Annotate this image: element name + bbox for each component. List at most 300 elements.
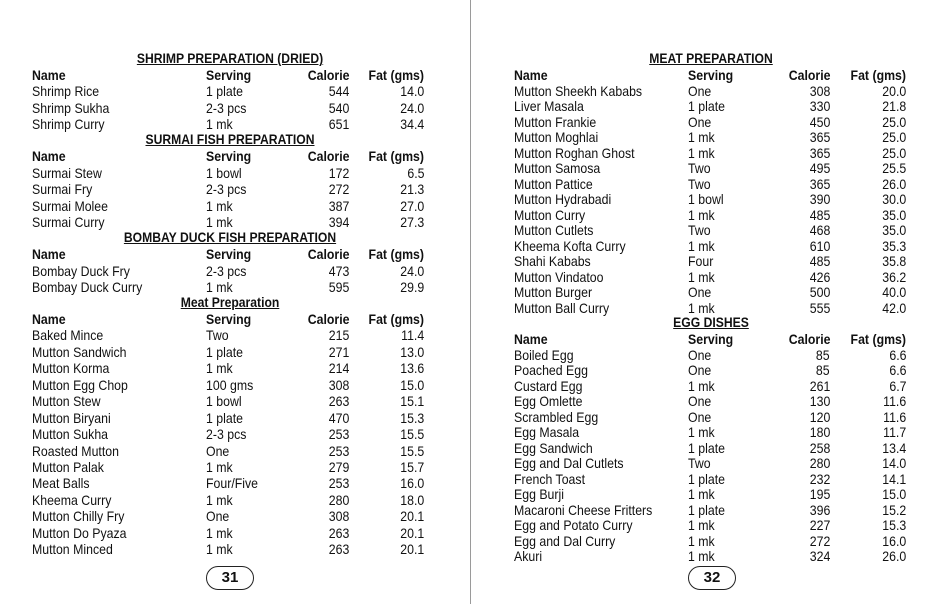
item-serving: 1 mk bbox=[206, 214, 233, 231]
item-calorie: 272 bbox=[809, 532, 830, 549]
table-row bbox=[471, 378, 942, 394]
item-calorie: 85 bbox=[816, 362, 830, 378]
table-row bbox=[0, 344, 470, 360]
item-serving: 1 mk bbox=[206, 458, 233, 475]
column-header: Fat (gms) bbox=[850, 331, 906, 347]
table-header-row bbox=[0, 246, 470, 262]
item-fat: 6.6 bbox=[888, 362, 906, 378]
table-row bbox=[0, 508, 470, 524]
item-calorie: 387 bbox=[328, 197, 349, 214]
item-serving: 1 mk bbox=[688, 486, 715, 502]
item-calorie: 308 bbox=[328, 376, 349, 393]
item-fat: 15.1 bbox=[400, 393, 424, 410]
item-fat: 35.3 bbox=[882, 237, 906, 254]
table-row bbox=[0, 165, 470, 181]
item-serving: One bbox=[688, 284, 712, 300]
table-row bbox=[471, 98, 942, 114]
table-row bbox=[0, 360, 470, 376]
item-name: Shahi Kababs bbox=[514, 253, 591, 269]
item-calorie: 263 bbox=[328, 541, 349, 558]
item-serving: 1 mk bbox=[688, 299, 715, 316]
item-name: Mutton Sandwich bbox=[32, 343, 127, 360]
item-calorie: 172 bbox=[328, 164, 349, 181]
item-fat: 13.6 bbox=[400, 360, 424, 377]
table-row bbox=[471, 502, 942, 518]
item-calorie: 540 bbox=[328, 99, 349, 116]
item-serving: 2-3 pcs bbox=[206, 181, 247, 198]
item-serving: One bbox=[688, 393, 712, 409]
table-row bbox=[0, 214, 470, 230]
item-serving: 1 mk bbox=[206, 541, 233, 558]
item-name: Kheema Kofta Curry bbox=[514, 237, 626, 254]
table-header-row bbox=[0, 67, 470, 83]
table-row bbox=[471, 129, 942, 145]
item-name: Egg Sandwich bbox=[514, 439, 593, 456]
item-name: Akuri bbox=[514, 548, 543, 564]
item-name: Shrimp Sukha bbox=[32, 99, 110, 116]
table-header-row bbox=[471, 67, 942, 83]
item-serving: 1 mk bbox=[688, 548, 715, 564]
item-calorie: 544 bbox=[328, 83, 349, 100]
item-fat: 18.0 bbox=[400, 491, 424, 508]
item-name: Mutton Pattice bbox=[514, 175, 593, 192]
item-calorie: 468 bbox=[809, 222, 830, 238]
item-serving: 100 gms bbox=[206, 376, 254, 393]
item-fat: 30.0 bbox=[882, 191, 906, 207]
column-header: Serving bbox=[206, 67, 252, 83]
item-fat: 15.3 bbox=[400, 409, 424, 426]
item-name: Mutton Palak bbox=[32, 458, 104, 475]
table-row bbox=[0, 541, 470, 557]
item-serving: 1 mk bbox=[206, 524, 233, 541]
item-calorie: 272 bbox=[328, 181, 349, 198]
item-serving: 2-3 pcs bbox=[206, 99, 247, 116]
table-row bbox=[0, 279, 470, 295]
column-header: Fat (gms) bbox=[368, 246, 424, 263]
item-calorie: 308 bbox=[328, 508, 349, 525]
item-name: Mutton Burger bbox=[514, 284, 593, 300]
item-serving: 1 bowl bbox=[688, 191, 724, 207]
table-header-row bbox=[0, 311, 470, 327]
table-row bbox=[471, 455, 942, 471]
item-name: Baked Mince bbox=[32, 327, 104, 344]
item-fat: 15.0 bbox=[882, 486, 906, 502]
item-serving: 1 plate bbox=[688, 98, 726, 114]
item-serving: 1 mk bbox=[688, 268, 715, 285]
item-name: Surmai Curry bbox=[32, 214, 105, 231]
table-row bbox=[0, 459, 470, 475]
column-header: Calorie bbox=[788, 331, 830, 347]
item-serving: 1 mk bbox=[688, 424, 715, 440]
item-fat: 11.6 bbox=[882, 393, 906, 409]
column-header: Name bbox=[32, 67, 66, 83]
item-calorie: 495 bbox=[809, 160, 830, 176]
table-row bbox=[0, 426, 470, 442]
item-name: Boiled Egg bbox=[514, 346, 574, 363]
item-name: Egg and Dal Curry bbox=[514, 532, 616, 549]
item-fat: 14.1 bbox=[882, 470, 906, 487]
table-row bbox=[0, 410, 470, 426]
item-calorie: 280 bbox=[809, 455, 830, 471]
item-calorie: 595 bbox=[328, 278, 349, 295]
item-calorie: 324 bbox=[809, 548, 830, 564]
column-header: Fat (gms) bbox=[368, 148, 424, 165]
item-fat: 25.0 bbox=[882, 113, 906, 130]
item-name: Mutton Korma bbox=[32, 360, 110, 377]
item-name: Egg and Potato Curry bbox=[514, 517, 633, 533]
table-row bbox=[0, 327, 470, 343]
table-row bbox=[471, 548, 942, 564]
item-serving: Two bbox=[688, 160, 711, 176]
table-row bbox=[471, 424, 942, 440]
item-name: Egg Burji bbox=[514, 486, 564, 502]
column-header: Serving bbox=[688, 67, 734, 83]
item-name: Surmai Fry bbox=[32, 181, 93, 198]
table-row bbox=[471, 362, 942, 378]
table-row bbox=[471, 238, 942, 254]
item-fat: 15.5 bbox=[400, 426, 424, 443]
item-name: Shrimp Rice bbox=[32, 83, 100, 100]
item-serving: One bbox=[688, 346, 712, 363]
item-fat: 42.0 bbox=[882, 299, 906, 316]
item-fat: 20.1 bbox=[400, 508, 424, 525]
table-row bbox=[471, 222, 942, 238]
item-name: Mutton Egg Chop bbox=[32, 376, 128, 393]
item-serving: 1 plate bbox=[688, 501, 726, 518]
item-fat: 40.0 bbox=[882, 284, 906, 300]
item-name: Mutton Hydrabadi bbox=[514, 191, 612, 207]
item-calorie: 253 bbox=[328, 442, 349, 459]
item-fat: 25.5 bbox=[882, 160, 906, 176]
column-header: Serving bbox=[688, 331, 734, 347]
item-name: Mutton Samosa bbox=[514, 160, 601, 176]
item-calorie: 130 bbox=[809, 393, 830, 409]
column-header: Name bbox=[32, 148, 66, 165]
table-row bbox=[0, 393, 470, 409]
item-name: Mutton Sukha bbox=[32, 426, 109, 443]
item-name: Poached Egg bbox=[514, 362, 588, 378]
table-row bbox=[471, 114, 942, 130]
item-name: Egg Omlette bbox=[514, 393, 583, 409]
table-row bbox=[0, 100, 470, 116]
item-serving: 1 mk bbox=[688, 532, 715, 549]
item-serving: 1 plate bbox=[688, 439, 726, 456]
table-row bbox=[0, 181, 470, 197]
item-fat: 6.5 bbox=[406, 164, 424, 181]
item-name: Mutton Minced bbox=[32, 541, 113, 558]
item-calorie: 308 bbox=[809, 82, 830, 99]
item-serving: 1 mk bbox=[688, 517, 715, 533]
item-fat: 25.0 bbox=[882, 129, 906, 145]
item-serving: 1 plate bbox=[206, 83, 244, 100]
table-row bbox=[471, 393, 942, 409]
item-fat: 13.0 bbox=[400, 343, 424, 360]
item-calorie: 473 bbox=[328, 262, 349, 279]
table-row bbox=[471, 253, 942, 269]
item-serving: One bbox=[206, 508, 230, 525]
table-row bbox=[471, 533, 942, 549]
item-name: Mutton Cutlets bbox=[514, 222, 594, 238]
item-fat: 36.2 bbox=[882, 268, 906, 285]
item-serving: Two bbox=[206, 327, 229, 344]
table-row bbox=[471, 160, 942, 176]
item-calorie: 120 bbox=[809, 408, 830, 425]
table-row bbox=[471, 207, 942, 223]
item-serving: 1 mk bbox=[206, 360, 233, 377]
item-serving: 1 plate bbox=[206, 343, 244, 360]
item-calorie: 180 bbox=[809, 424, 830, 440]
item-serving: 1 mk bbox=[206, 278, 233, 295]
table-row bbox=[0, 492, 470, 508]
item-fat: 27.3 bbox=[400, 214, 424, 231]
table-row bbox=[471, 300, 942, 316]
item-calorie: 485 bbox=[809, 206, 830, 223]
item-fat: 35.0 bbox=[882, 206, 906, 223]
item-name: French Toast bbox=[514, 470, 585, 487]
item-serving: 1 mk bbox=[688, 377, 715, 394]
item-calorie: 280 bbox=[328, 491, 349, 508]
column-header: Calorie bbox=[788, 67, 830, 83]
item-fat: 11.6 bbox=[882, 408, 906, 425]
item-name: Macaroni Cheese Fritters bbox=[514, 501, 653, 518]
table-row bbox=[471, 83, 942, 99]
item-name: Custard Egg bbox=[514, 377, 583, 394]
item-calorie: 195 bbox=[809, 486, 830, 502]
item-calorie: 271 bbox=[328, 343, 349, 360]
item-serving: One bbox=[688, 408, 712, 425]
item-serving: 1 bowl bbox=[206, 164, 242, 181]
page-number: 31 bbox=[206, 566, 254, 590]
table-row bbox=[471, 517, 942, 533]
item-serving: 1 mk bbox=[688, 129, 715, 145]
item-serving: 1 plate bbox=[688, 470, 726, 487]
item-fat: 6.6 bbox=[888, 346, 906, 363]
item-serving: 1 plate bbox=[206, 409, 244, 426]
item-serving: 1 mk bbox=[206, 116, 233, 133]
item-serving: 2-3 pcs bbox=[206, 262, 247, 279]
item-calorie: 279 bbox=[328, 458, 349, 475]
item-calorie: 232 bbox=[809, 470, 830, 487]
table-row bbox=[0, 83, 470, 99]
section-title: EGG DISHES bbox=[673, 315, 749, 330]
table-row bbox=[471, 440, 942, 456]
item-calorie: 227 bbox=[809, 517, 830, 533]
item-serving: 1 mk bbox=[688, 144, 715, 161]
item-serving: Two bbox=[688, 222, 711, 238]
item-name: Mutton Moghlai bbox=[514, 129, 599, 145]
page-number: 32 bbox=[688, 566, 736, 590]
item-serving: 1 bowl bbox=[206, 393, 242, 410]
item-calorie: 390 bbox=[809, 191, 830, 207]
item-calorie: 263 bbox=[328, 393, 349, 410]
item-name: Mutton Vindatoo bbox=[514, 268, 604, 285]
item-name: Bombay Duck Fry bbox=[32, 262, 130, 279]
item-serving: 2-3 pcs bbox=[206, 426, 247, 443]
item-calorie: 330 bbox=[809, 98, 830, 114]
table-row bbox=[471, 269, 942, 285]
item-fat: 14.0 bbox=[882, 455, 906, 471]
item-calorie: 214 bbox=[328, 360, 349, 377]
item-serving: 1 mk bbox=[206, 491, 233, 508]
item-fat: 29.9 bbox=[400, 278, 424, 295]
column-header: Calorie bbox=[307, 67, 349, 83]
table-row bbox=[471, 471, 942, 487]
item-fat: 34.4 bbox=[400, 116, 424, 133]
item-fat: 27.0 bbox=[400, 197, 424, 214]
item-serving: 1 mk bbox=[206, 197, 233, 214]
table-row bbox=[471, 145, 942, 161]
item-fat: 14.0 bbox=[400, 83, 424, 100]
section-title: SURMAI FISH PREPARATION bbox=[145, 132, 315, 148]
item-serving: Two bbox=[688, 455, 711, 471]
table-row bbox=[471, 409, 942, 425]
table-row bbox=[471, 191, 942, 207]
item-name: Shrimp Curry bbox=[32, 116, 105, 133]
left-page bbox=[0, 0, 470, 604]
item-calorie: 396 bbox=[809, 501, 830, 518]
item-name: Mutton Frankie bbox=[514, 113, 597, 130]
item-fat: 20.1 bbox=[400, 541, 424, 558]
item-calorie: 450 bbox=[809, 113, 830, 130]
column-header: Calorie bbox=[307, 310, 349, 327]
item-fat: 21.3 bbox=[400, 181, 424, 198]
item-name: Scrambled Egg bbox=[514, 408, 599, 425]
item-fat: 15.2 bbox=[882, 501, 906, 518]
right-page bbox=[471, 0, 942, 604]
item-name: Kheema Curry bbox=[32, 491, 112, 508]
item-name: Mutton Biryani bbox=[32, 409, 111, 426]
item-fat: 20.0 bbox=[882, 82, 906, 99]
table-header-row bbox=[0, 148, 470, 164]
item-calorie: 253 bbox=[328, 475, 349, 492]
table-header-row bbox=[471, 331, 942, 347]
table-row bbox=[0, 198, 470, 214]
item-fat: 16.0 bbox=[882, 532, 906, 549]
column-header: Fat (gms) bbox=[368, 310, 424, 327]
item-name: Mutton Curry bbox=[514, 206, 586, 223]
column-header: Name bbox=[514, 331, 548, 347]
item-serving: Four bbox=[688, 253, 714, 269]
item-calorie: 261 bbox=[809, 377, 830, 394]
column-header: Serving bbox=[206, 310, 252, 327]
item-name: Meat Balls bbox=[32, 475, 90, 492]
item-name: Bombay Duck Curry bbox=[32, 278, 143, 295]
item-calorie: 365 bbox=[809, 129, 830, 145]
item-name: Mutton Ball Curry bbox=[514, 299, 610, 316]
item-calorie: 85 bbox=[816, 346, 830, 363]
item-name: Egg Masala bbox=[514, 424, 580, 440]
section-title: BOMBAY DUCK FISH PREPARATION bbox=[123, 230, 337, 246]
column-header: Name bbox=[32, 246, 66, 263]
table-row bbox=[471, 284, 942, 300]
item-fat: 26.0 bbox=[882, 175, 906, 192]
item-fat: 21.8 bbox=[882, 98, 906, 114]
item-calorie: 215 bbox=[328, 327, 349, 344]
column-header: Calorie bbox=[307, 246, 349, 263]
item-calorie: 253 bbox=[328, 426, 349, 443]
table-row bbox=[0, 525, 470, 541]
item-serving: 1 mk bbox=[688, 237, 715, 254]
item-calorie: 258 bbox=[809, 439, 830, 456]
item-fat: 16.0 bbox=[400, 475, 424, 492]
item-name: Mutton Chilly Fry bbox=[32, 508, 125, 525]
item-fat: 26.0 bbox=[882, 548, 906, 564]
item-name: Surmai Stew bbox=[32, 164, 102, 181]
item-calorie: 500 bbox=[809, 284, 830, 300]
item-name: Egg and Dal Cutlets bbox=[514, 455, 624, 471]
table-row bbox=[471, 347, 942, 363]
table-row bbox=[0, 116, 470, 132]
table-row bbox=[0, 377, 470, 393]
column-header: Fat (gms) bbox=[368, 67, 424, 83]
item-fat: 24.0 bbox=[400, 262, 424, 279]
item-serving: Four/Five bbox=[206, 475, 259, 492]
column-header: Serving bbox=[206, 148, 252, 165]
item-serving: Two bbox=[688, 175, 711, 192]
item-fat: 15.0 bbox=[400, 376, 424, 393]
section-title: MEAT PREPARATION bbox=[649, 51, 773, 66]
item-fat: 6.7 bbox=[888, 377, 906, 394]
item-calorie: 651 bbox=[328, 116, 349, 133]
table-row bbox=[0, 475, 470, 491]
column-header: Name bbox=[32, 310, 66, 327]
item-name: Mutton Stew bbox=[32, 393, 101, 410]
item-name: Mutton Do Pyaza bbox=[32, 524, 127, 541]
item-name: Liver Masala bbox=[514, 98, 584, 114]
item-fat: 15.7 bbox=[400, 458, 424, 475]
item-calorie: 365 bbox=[809, 144, 830, 161]
column-header: Calorie bbox=[307, 148, 349, 165]
item-fat: 25.0 bbox=[882, 144, 906, 161]
item-calorie: 365 bbox=[809, 175, 830, 192]
item-name: Surmai Molee bbox=[32, 197, 109, 214]
section-title: SHRIMP PREPARATION (DRIED) bbox=[136, 51, 324, 66]
item-name: Mutton Sheekh Kababs bbox=[514, 82, 643, 99]
item-fat: 13.4 bbox=[882, 439, 906, 456]
item-name: Roasted Mutton bbox=[32, 442, 119, 459]
table-row bbox=[471, 486, 942, 502]
item-fat: 20.1 bbox=[400, 524, 424, 541]
column-header: Name bbox=[514, 67, 548, 83]
item-calorie: 470 bbox=[328, 409, 349, 426]
table-row bbox=[0, 443, 470, 459]
item-serving: One bbox=[688, 362, 712, 378]
item-serving: One bbox=[688, 113, 712, 130]
section-title: Meat Preparation bbox=[180, 294, 280, 310]
column-header: Serving bbox=[206, 246, 252, 263]
item-fat: 35.8 bbox=[882, 253, 906, 269]
item-calorie: 555 bbox=[809, 299, 830, 316]
item-fat: 15.5 bbox=[400, 442, 424, 459]
item-fat: 24.0 bbox=[400, 99, 424, 116]
item-calorie: 485 bbox=[809, 253, 830, 269]
item-fat: 11.4 bbox=[400, 327, 424, 344]
item-fat: 11.7 bbox=[882, 424, 906, 440]
table-row bbox=[471, 176, 942, 192]
item-serving: 1 mk bbox=[688, 206, 715, 223]
item-fat: 15.3 bbox=[882, 517, 906, 533]
item-calorie: 610 bbox=[809, 237, 830, 254]
item-serving: One bbox=[688, 82, 712, 99]
item-calorie: 263 bbox=[328, 524, 349, 541]
item-calorie: 394 bbox=[328, 214, 349, 231]
table-row bbox=[0, 263, 470, 279]
item-fat: 35.0 bbox=[882, 222, 906, 238]
item-serving: One bbox=[206, 442, 230, 459]
column-header: Fat (gms) bbox=[850, 67, 906, 83]
item-name: Mutton Roghan Ghost bbox=[514, 144, 635, 161]
item-calorie: 426 bbox=[809, 268, 830, 285]
